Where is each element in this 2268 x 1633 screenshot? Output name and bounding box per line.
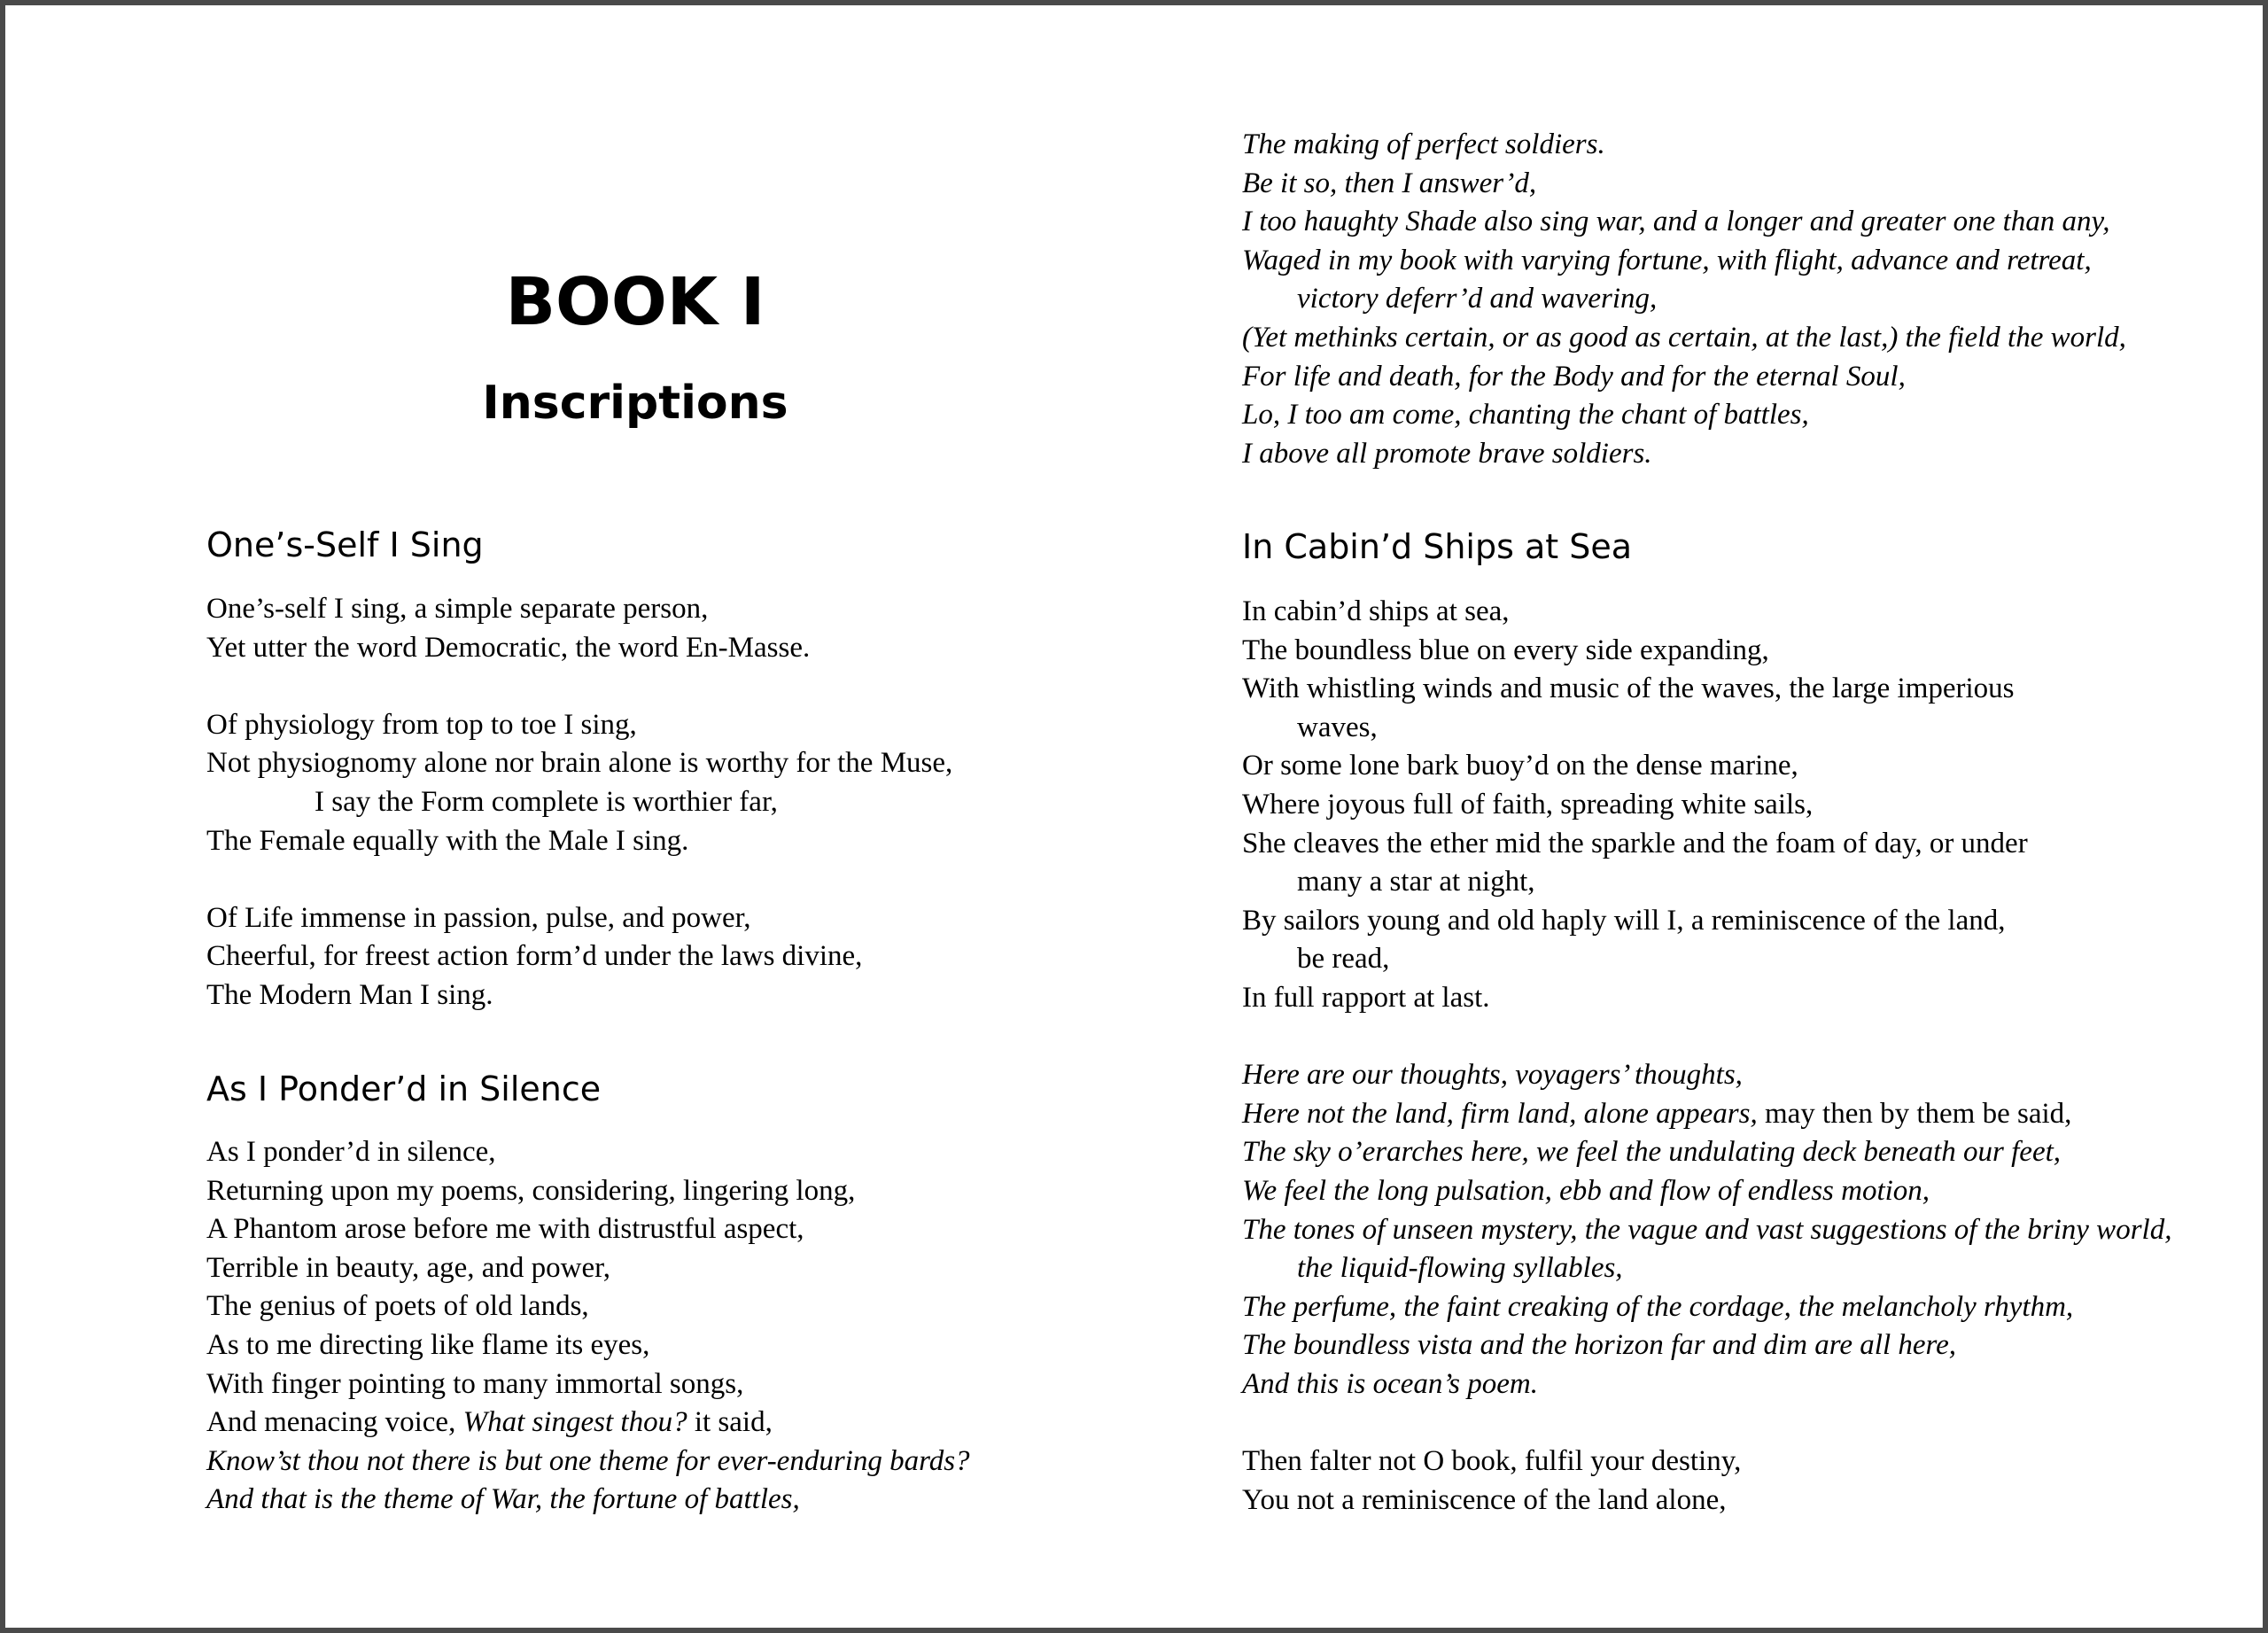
poem-line: A Phantom arose before me with distrustful aspect, [206,1213,804,1246]
poem-line: waves, [1297,711,1378,743]
poem-line: She cleaves the ether mid the sparkle and the foam of day, or under [1242,827,2028,859]
poem-text-italic: Here not the land, firm land, alone appears, [1242,1097,1758,1130]
poem-line: Be it so, then I answer’d, [1242,167,1537,199]
poem-line: Here are our thoughts, voyagers’ thoughts, [1242,1059,1743,1092]
poem-line: In full rapport at last. [1242,981,1490,1014]
poem-line: And this is ocean’s poem. [1242,1367,1538,1400]
poem-line: be read, [1297,943,1390,976]
poem-line: By sailors young and old haply will I, a reminiscence of the land, [1242,904,2006,937]
poem-line: Know’st thou not there is but one theme for ever-enduring bards? [206,1444,970,1477]
poem-continuation [1242,126,2126,473]
poem-text: may then by them be said, [1757,1097,2072,1130]
poem-line: (Yet methinks certain, or as good as certain, at the last,) the field the world, [1242,321,2126,354]
poem-line: With whistling winds and music of the waves, the large imperious [1242,673,2015,705]
poem-line: Terrible in beauty, age, and power, [206,1251,611,1284]
poem-line: And that is the theme of War, the fortune of battles, [206,1483,800,1516]
poem-line: The tones of unseen mystery, the vague and vast suggestions of the briny world, [1242,1213,2172,1246]
poem-title-ones-self: One’s-Self I Sing [206,525,484,564]
poem-line: The Female equally with the Male I sing. [206,824,689,857]
poem-line: One’s-self I sing, a simple separate person, [206,593,709,625]
poem-line: I above all promote brave soldiers. [1242,437,1652,470]
book-title: BOOK I [505,264,765,340]
poem-line: the liquid-flowing syllables, [1297,1252,1623,1285]
poem-line: I too haughty Shade also sing war, and a longer and greater one than any, [1242,206,2110,238]
poem-text: And menacing voice, [206,1406,463,1439]
poem-line: We feel the long pulsation, ebb and flow of endless motion, [1242,1174,1930,1207]
poem-line: Returning upon my poems, considering, lingering long, [206,1174,856,1207]
poem-line: I say the Form complete is worthier far, [315,785,778,818]
poem-title-in-cabind-ships: In Cabin’d Ships at Sea [1242,527,1633,566]
poem-text: it said, [687,1406,773,1439]
poem-line [1242,1095,2171,1134]
poem-line: The genius of poets of old lands, [206,1290,589,1323]
poem-line: As I ponder’d in silence, [206,1136,496,1168]
poem-line: With finger pointing to many immortal songs, [206,1367,744,1400]
poem-line [206,1404,970,1442]
poem-line: Waged in my book with varying fortune, with flight, advance and retreat, [1242,244,2092,276]
poem-line: The perfume, the faint creaking of the cordage, the melancholy rhythm, [1242,1290,2074,1323]
poem-line: Of Life immense in passion, pulse, and power, [206,901,751,934]
poem-line: many a star at night, [1297,866,1535,898]
poem-as-i-ponderd [206,1133,970,1520]
poem-line: Lo, I too am come, chanting the chant of battles, [1242,399,1809,432]
poem-line: victory deferr’d and wavering, [1297,283,1658,315]
poem-line: Not physiognomy alone nor brain alone is worthy for the Muse, [206,747,953,780]
poem-line: The Modern Man I sing. [206,978,493,1011]
poem-line: In cabin’d ships at sea, [1242,595,1510,627]
poem-line: As to me directing like flame its eyes, [206,1328,650,1361]
poem-text-italic: What singest thou? [462,1406,687,1439]
poem-ones-self [206,590,952,1015]
poem-line: For life and death, for the Body and for the eternal Soul, [1242,360,1906,393]
poem-line: Yet utter the word Democratic, the word En-Masse. [206,631,811,664]
book-spread [5,5,2263,1628]
poem-line: Or some lone bark buoy’d on the dense marine, [1242,750,1798,782]
poem-line: The making of perfect soldiers. [1242,128,1605,160]
poem-line: Cheerful, for freest action form’d under the laws divine, [206,940,863,973]
poem-line: You not a reminiscence of the land alone, [1242,1483,1727,1516]
book-subtitle: Inscriptions [482,377,788,430]
poem-in-cabind-ships [1242,593,2171,1520]
poem-title-as-i-ponderd: As I Ponder’d in Silence [206,1069,602,1108]
poem-line: Then falter not O book, fulfil your destiny, [1242,1445,1742,1478]
poem-line: Of physiology from top to toe I sing, [206,708,637,741]
poem-line: The boundless blue on every side expanding, [1242,634,1769,666]
poem-line: Where joyous full of faith, spreading white sails, [1242,788,1814,820]
poem-line: The boundless vista and the horizon far and dim are all here, [1242,1329,1957,1362]
poem-line: The sky o’erarches here, we feel the undulating deck beneath our feet, [1242,1136,2062,1169]
